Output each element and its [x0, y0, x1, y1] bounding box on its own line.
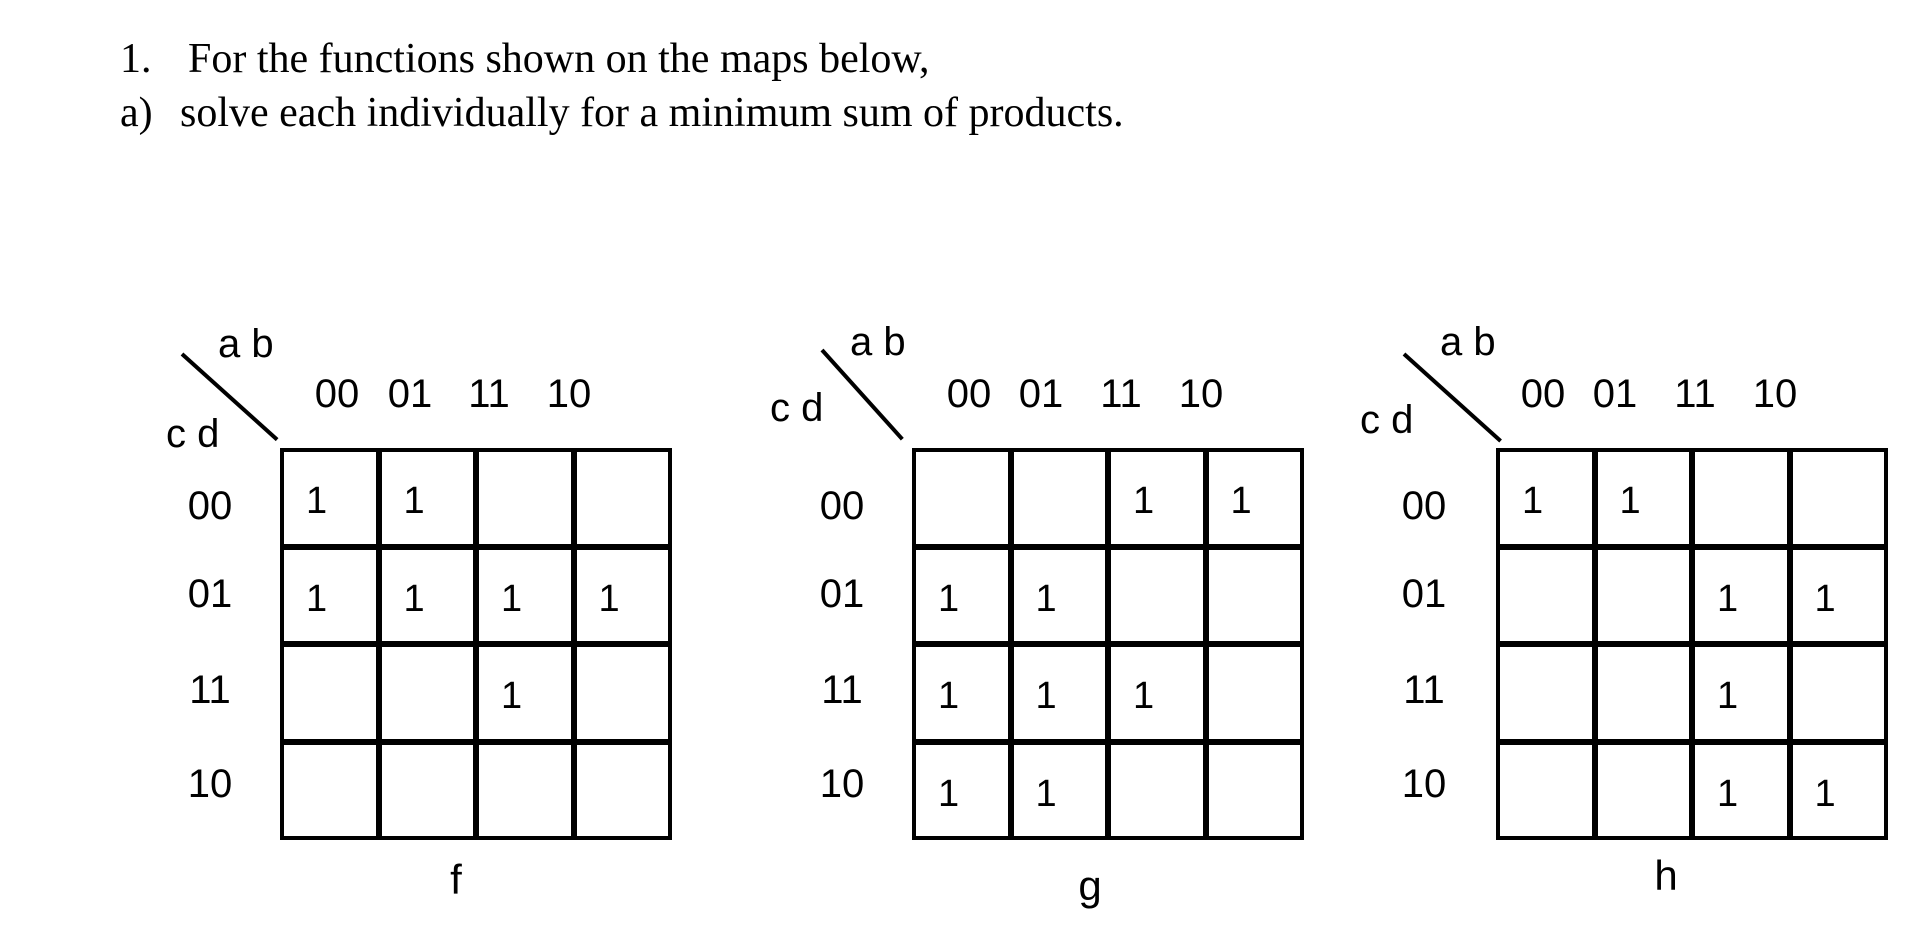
kmap-cell: 1 — [284, 550, 376, 642]
kmap-cell: 1 — [1793, 745, 1885, 837]
col-label: 00 — [1520, 372, 1566, 416]
kmap-cell: 1 — [382, 550, 474, 642]
kmap-cell: 1 — [1695, 550, 1787, 642]
col-label: 10 — [1752, 372, 1798, 416]
kmap-cell: 1 — [1111, 452, 1203, 544]
col-variable-label: a b — [1440, 320, 1496, 364]
col-label: 11 — [468, 372, 510, 416]
kmap-cell — [284, 745, 376, 837]
kmap-grid — [912, 448, 1304, 840]
kmap-cell — [479, 745, 571, 837]
kmap-cell: 1 — [1695, 745, 1787, 837]
row-variable-label: c d — [1360, 398, 1414, 442]
question-line-1 — [120, 32, 1124, 86]
function-name: g — [1078, 862, 1102, 909]
col-variable-label: a b — [218, 322, 274, 366]
kmap-cell: 1 — [479, 550, 571, 642]
row-label: 00 — [1401, 484, 1447, 528]
row-label: 01 — [187, 572, 233, 616]
part-text: solve each individually for a minimum sum of products. — [180, 90, 1124, 136]
kmap-cell — [916, 452, 1008, 544]
row-label: 01 — [1401, 572, 1447, 616]
row-label: 00 — [187, 484, 233, 528]
kmap-cell — [382, 647, 474, 739]
row-label: 01 — [819, 572, 865, 616]
kmap-cell — [1500, 647, 1592, 739]
kmap-cell — [577, 745, 669, 837]
kmap-cell — [284, 647, 376, 739]
kmap-diagonal — [1403, 353, 1502, 443]
row-label: 11 — [821, 668, 863, 712]
kmap-cell: 1 — [1695, 647, 1787, 739]
col-label: 11 — [1100, 372, 1142, 416]
kmap-cell: 1 — [1793, 550, 1885, 642]
question-prompt: For the functions shown on the maps below, — [188, 36, 930, 82]
kmap-cell — [577, 452, 669, 544]
kmap-cell: 1 — [382, 452, 474, 544]
col-label: 10 — [546, 372, 592, 416]
kmap-cell — [1209, 745, 1301, 837]
col-label: 11 — [1674, 372, 1716, 416]
kmap-cell — [1598, 745, 1690, 837]
row-label: 11 — [189, 668, 231, 712]
kmap-cell — [1111, 745, 1203, 837]
kmap-cell — [1598, 550, 1690, 642]
row-variable-label: c d — [770, 386, 824, 430]
kmap-grid — [280, 448, 672, 840]
kmap-cell — [1014, 452, 1106, 544]
row-label: 11 — [1403, 668, 1445, 712]
question-text — [120, 32, 1124, 140]
kmap-cell — [1793, 647, 1885, 739]
kmap-cell: 1 — [284, 452, 376, 544]
kmap-cell: 1 — [916, 550, 1008, 642]
kmap-cell: 1 — [1598, 452, 1690, 544]
kmap-cell: 1 — [1111, 647, 1203, 739]
kmap-cell — [1500, 550, 1592, 642]
kmap-cell: 1 — [479, 647, 571, 739]
row-variable-label: c d — [166, 412, 220, 456]
kmap-cell — [382, 745, 474, 837]
part-label: a) — [120, 90, 153, 136]
kmap-cell: 1 — [1209, 452, 1301, 544]
col-label: 00 — [314, 372, 360, 416]
kmap-g — [770, 300, 1290, 920]
kmap-f — [150, 300, 670, 920]
kmap-cell: 1 — [1014, 745, 1106, 837]
question-number: 1. — [120, 36, 152, 82]
kmap-cell: 1 — [916, 745, 1008, 837]
col-label: 01 — [1018, 372, 1064, 416]
kmap-grid — [1496, 448, 1888, 840]
kmap-cell: 1 — [916, 647, 1008, 739]
col-label: 00 — [946, 372, 992, 416]
kmap-cell — [1598, 647, 1690, 739]
col-label: 01 — [1592, 372, 1638, 416]
kmap-cell — [1500, 745, 1592, 837]
kmap-cell: 1 — [1014, 550, 1106, 642]
col-label: 01 — [387, 372, 433, 416]
kmap-h — [1360, 300, 1880, 920]
kmap-cell — [1111, 550, 1203, 642]
col-label: 10 — [1178, 372, 1224, 416]
kmap-cell — [1695, 452, 1787, 544]
kmap-cell — [1793, 452, 1885, 544]
kmap-cell — [577, 647, 669, 739]
function-name: f — [450, 856, 462, 903]
kmap-cell — [1209, 550, 1301, 642]
row-label: 00 — [819, 484, 865, 528]
kmap-cell: 1 — [1014, 647, 1106, 739]
row-label: 10 — [819, 762, 865, 806]
kmap-cell — [1209, 647, 1301, 739]
kmap-cell: 1 — [577, 550, 669, 642]
kmap-cell: 1 — [1500, 452, 1592, 544]
function-name: h — [1654, 852, 1678, 899]
row-label: 10 — [1401, 762, 1447, 806]
col-variable-label: a b — [850, 320, 906, 364]
question-line-2 — [120, 86, 1124, 140]
row-label: 10 — [187, 762, 233, 806]
kmap-cell — [479, 452, 571, 544]
